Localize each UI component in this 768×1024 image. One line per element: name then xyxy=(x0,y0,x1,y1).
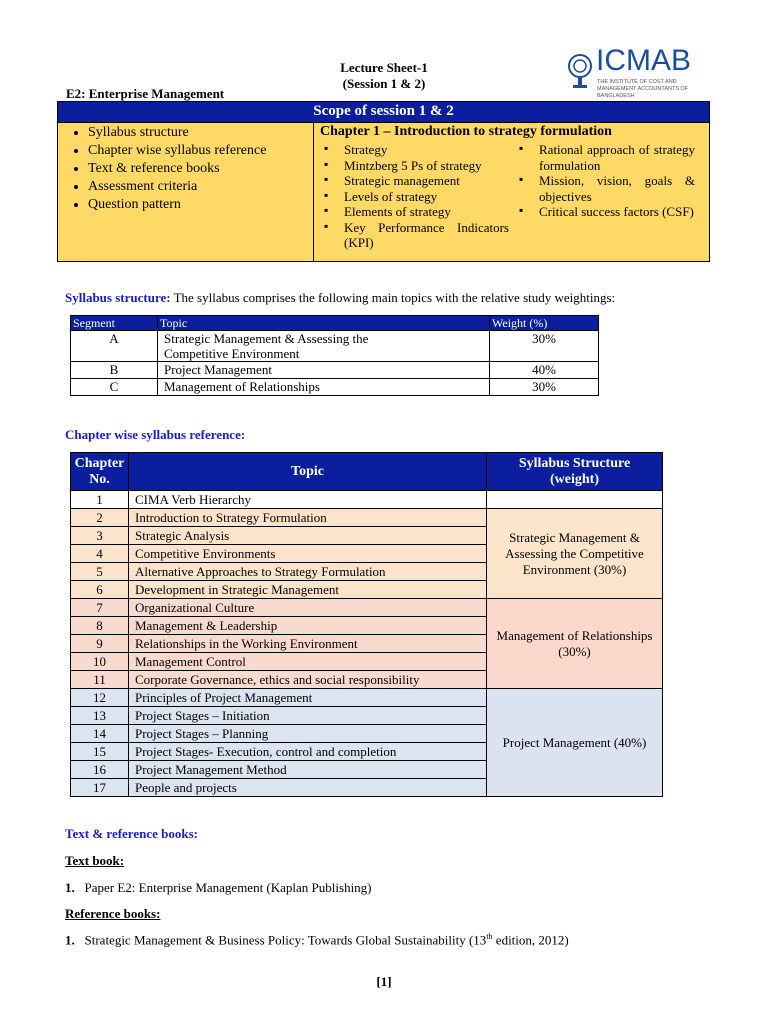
segment-row xyxy=(71,379,599,396)
syllabus-group-cell: Project Management (40%) xyxy=(487,689,663,797)
chapter-topic: Principles of Project Management xyxy=(129,689,487,707)
session-subtitle: (Session 1 & 2) xyxy=(342,76,426,91)
chapter-topic: Organizational Culture xyxy=(129,599,487,617)
chapter-number: 14 xyxy=(71,725,129,743)
ref-book-sup: th xyxy=(486,932,493,941)
ref-book-edition: edition, 2012) xyxy=(492,932,569,948)
chapter-topic: Introduction to Strategy Formulation xyxy=(129,509,487,527)
ref-book-num: 1. xyxy=(65,932,75,948)
scope-left-list xyxy=(58,123,313,214)
chapter-topic: Project Stages- Execution, control and completion xyxy=(129,743,487,761)
scope-topics-col1 xyxy=(314,142,509,251)
scope-list-item: • Chapter wise syllabus reference xyxy=(88,142,313,160)
segment-row xyxy=(71,362,599,379)
chapter-row xyxy=(71,689,663,707)
segment-row xyxy=(71,331,599,362)
chapter-topic-item: ▪ Strategic management xyxy=(314,173,509,189)
logo-text: ICMAB xyxy=(596,44,692,77)
chapter-topic: Project Stages – Initiation xyxy=(129,707,487,725)
chapter-number: 10 xyxy=(71,653,129,671)
scope-list-item: • Assessment criteria xyxy=(88,178,313,196)
segment-cell: B xyxy=(71,362,158,379)
scope-list-item: • Question pattern xyxy=(88,196,313,214)
chapter-no-header: Chapter No. xyxy=(71,453,129,491)
books-label: Text & reference books: xyxy=(65,826,198,841)
segment-header: Segment xyxy=(71,316,158,331)
icmab-logo xyxy=(566,44,696,100)
segment-cell: C xyxy=(71,379,158,396)
chapter-topic: Alternative Approaches to Strategy Formulation xyxy=(129,563,487,581)
segment-cell: A xyxy=(71,331,158,362)
syllabus-group-cell: Strategic Management & Assessing the Competitive Environment (30%) xyxy=(487,509,663,599)
chapter-number: 11 xyxy=(71,671,129,689)
topic-cell: Project Management xyxy=(158,362,490,379)
scope-left-column xyxy=(58,123,314,261)
chapter-number: 9 xyxy=(71,635,129,653)
chapter-number: 4 xyxy=(71,545,129,563)
chapter-reference-label: Chapter wise syllabus reference: xyxy=(65,427,246,442)
chapter-row xyxy=(71,509,663,527)
syllabus-intro xyxy=(65,290,615,306)
logo-subtext: THE INSTITUTE OF COST AND MANAGEMENT ACCOUNTANTS OF BANGLADESH xyxy=(597,79,689,99)
chapter-topic: Management & Leadership xyxy=(129,617,487,635)
chapter-topic: Strategic Analysis xyxy=(129,527,487,545)
chapter-topic: People and projects xyxy=(129,779,487,797)
chapter-topic: CIMA Verb Hierarchy xyxy=(129,491,487,509)
chapter-number: 3 xyxy=(71,527,129,545)
chapter-topic-item: ▪ Critical success factors (CSF) xyxy=(509,204,695,220)
chapter-number: 15 xyxy=(71,743,129,761)
chapter-number: 7 xyxy=(71,599,129,617)
chapter-number: 1 xyxy=(71,491,129,509)
chapter-topic-item: ▪ Strategy xyxy=(314,142,509,158)
syllabus-text: The syllabus comprises the following main topics with the relative study weightings: xyxy=(170,290,616,305)
chapter-topic: Relationships in the Working Environment xyxy=(129,635,487,653)
scope-box xyxy=(57,101,710,262)
topic-header: Topic xyxy=(158,316,490,331)
weight-header: Weight (%) xyxy=(490,316,599,331)
chapter-number: 16 xyxy=(71,761,129,779)
text-book-num: 1. xyxy=(65,880,75,895)
scope-list-item: • Syllabus structure xyxy=(88,124,313,142)
topic-cell: Management of Relationships xyxy=(158,379,490,396)
course-title: E2: Enterprise Management xyxy=(66,86,225,101)
weight-cell: 30% xyxy=(490,379,599,396)
scope-body xyxy=(57,122,710,262)
text-book-label: Text book: xyxy=(65,853,125,868)
chapter-number: 8 xyxy=(71,617,129,635)
chapter-number: 13 xyxy=(71,707,129,725)
reference-books-label: Reference books: xyxy=(65,906,161,921)
lecture-title: Lecture Sheet-1 xyxy=(340,60,428,75)
chapter-topic: Project Management Method xyxy=(129,761,487,779)
topic-cell: Strategic Management & Assessing the Competitive Environment xyxy=(158,331,490,362)
chapter-topic-item: ▪ Mission, vision, goals & objectives xyxy=(509,173,695,204)
syllabus-label: Syllabus structure: xyxy=(65,290,171,305)
weight-cell: 40% xyxy=(490,362,599,379)
syllabus-group-cell: Management of Relationships (30%) xyxy=(487,599,663,689)
scope-heading: Scope of session 1 & 2 xyxy=(57,101,710,122)
chapter-topic-item: ▪ Levels of strategy xyxy=(314,189,509,205)
chapter-topic-item: ▪ Key Performance Indicators (KPI) xyxy=(314,220,509,251)
structure-header: Syllabus Structure (weight) xyxy=(487,453,663,491)
page-number: [1] xyxy=(376,974,392,989)
chapter-number: 5 xyxy=(71,563,129,581)
empty-structure-cell xyxy=(487,491,663,509)
chapter-number: 2 xyxy=(71,509,129,527)
text-book-item xyxy=(65,880,372,896)
chapter-row xyxy=(71,491,663,509)
ref-book-title: Strategic Management & Business Policy: Towards Global Sustainability (13 xyxy=(84,932,487,948)
weight-cell: 30% xyxy=(490,331,599,362)
emblem-icon xyxy=(566,50,594,90)
reference-book-item xyxy=(65,932,569,948)
segment-table xyxy=(70,315,599,396)
chapter-topic-header: Topic xyxy=(129,453,487,491)
chapter-topic: Management Control xyxy=(129,653,487,671)
chapter-topic-item: ▪ Elements of strategy xyxy=(314,204,509,220)
chapter-topic: Competitive Environments xyxy=(129,545,487,563)
text-book-title: Paper E2: Enterprise Management (Kaplan Publishing) xyxy=(84,880,372,895)
chapter-number: 6 xyxy=(71,581,129,599)
chapter-topic-item: ▪ Rational approach of strategy formulation xyxy=(509,142,695,173)
chapter-number: 17 xyxy=(71,779,129,797)
chapter-row xyxy=(71,599,663,617)
chapter-number: 12 xyxy=(71,689,129,707)
chapter-title: Chapter 1 – Introduction to strategy formulation xyxy=(320,124,612,139)
chapter-topic: Development in Strategic Management xyxy=(129,581,487,599)
scope-right-column xyxy=(314,123,709,261)
chapter-topic: Corporate Governance, ethics and social responsibility xyxy=(129,671,487,689)
chapter-table xyxy=(70,452,663,797)
chapter-topic: Project Stages – Planning xyxy=(129,725,487,743)
scope-topics-col2 xyxy=(509,142,695,220)
chapter-topic-item: ▪ Mintzberg 5 Ps of strategy xyxy=(314,158,509,174)
scope-list-item: • Text & reference books xyxy=(88,160,313,178)
